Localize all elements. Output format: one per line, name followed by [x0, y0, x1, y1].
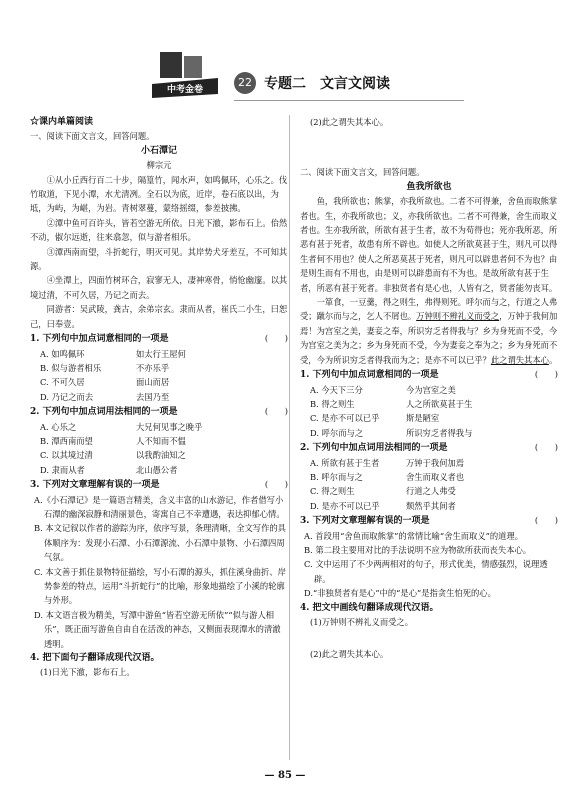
essay-author: 柳宗元 — [146, 160, 172, 171]
underlined-sentence: 此之谓失其本心 — [490, 354, 549, 365]
option-a-compare: 今为宫室之美 — [406, 384, 456, 395]
option — [30, 390, 288, 404]
paragraph: ①从小丘西行百二十步，隔篁竹，闻水声，如鸣佩环，心乐之。伐竹取道，下见小潭，水尤清冽。全石以为底，近岸，卷石底以出，为坻，为屿，为嵁，为岩。青树翠蔓，蒙络摇缀，参差披拂。 — [30, 174, 288, 214]
option-c-compare: 面山而居 — [136, 377, 170, 388]
section-heading: ☆课内单篇阅读 — [30, 117, 94, 127]
option-c-compare: 斯是陋室 — [406, 413, 440, 424]
option — [30, 463, 288, 477]
option-b-compare: 舍生而取义者也 — [406, 471, 465, 482]
answer-blank[interactable]: ( ) — [264, 479, 288, 490]
option — [30, 420, 288, 434]
option-c: C. 是亦不可以已乎 — [310, 413, 380, 424]
option-c-compare: 行道之人弗受 — [406, 486, 456, 497]
page-header — [150, 48, 450, 108]
option-c-compare: 以我酌油知之 — [136, 450, 186, 461]
question-text: 4. 把文中画线句翻译成现代汉语。 — [300, 602, 439, 613]
option — [300, 499, 558, 513]
option-d: D. 乃记之而去 — [40, 391, 94, 402]
option-c: C. 文中运用了不少两两相对的句子，形式优美，情感强烈，说理透辟。 — [304, 559, 548, 584]
option-d: D. 隶而从者 — [40, 464, 85, 475]
option-a-compare: 如太行王屋何 — [136, 348, 186, 359]
logo-icon — [150, 48, 220, 100]
question — [30, 477, 288, 492]
question — [30, 404, 288, 419]
option-d: D. 呼尔而与之 — [310, 427, 364, 438]
option-b-compare: 不亦乐乎 — [136, 362, 170, 373]
answer-blank[interactable]: ( ) — [264, 333, 288, 344]
page-number: — 85 — — [264, 770, 306, 781]
option-a-compare: 大兄何见事之晚乎 — [136, 421, 203, 432]
part-instruction: 一、阅读下面文言文，回答问题。 — [30, 131, 155, 142]
paragraph: 一箪食，一豆羹，得之则生，弗得则死。呼尔而与之，行道之人弗受；蹴尔而与之，乞人不屑也。万钟则不辨礼义而受之，万钟于我何加焉！为宫室之美，妻妾之奉，所识穷乏者得我与？乡为身死而不受，今为宫室之美为之；乡为身死而不受，今为妻妾之奉为之；乡为身死而不受，今为所识穷乏者得我而为之；是亦不可以已乎？此之谓失其本心。 — [300, 297, 558, 365]
option — [300, 426, 558, 440]
translate-item: (1)日光下澈，影布石上。 — [40, 667, 135, 678]
question — [300, 513, 558, 528]
option — [30, 434, 288, 448]
option-c: C. 以其境过清 — [40, 450, 93, 461]
option — [300, 484, 558, 498]
option-b: B. 第二段主要用对比的手法说明不应为物欲所获而丧失本心。 — [304, 544, 532, 555]
question-text: 3. 下列对文章理解有误的一项是 — [300, 516, 430, 527]
essay-title: 小石潭记 — [140, 145, 177, 156]
option — [300, 470, 558, 484]
option — [30, 361, 288, 375]
translate-item: (2)此之谓失其本心。 — [310, 117, 389, 127]
option-b: B. 似与游者相乐 — [40, 362, 102, 373]
option — [300, 397, 558, 411]
question-text: 1. 下列句中加点词意相同的一项是 — [30, 334, 169, 345]
paragraph: 鱼，我所欲也；熊掌，亦我所欲也。二者不可得兼，舍鱼而取熊掌者也。生，亦我所欲也；义，亦我所欲也。二者不可得兼，舍生而取义者也。生亦我所欲，所欲有甚于生者，故不为苟得也；死亦我所恶，所恶有甚于死者，故患有所不辟也。如使人之所欲莫甚于生，则凡可以得生者何不用也？使人之所恶莫甚于死者，则凡可以辟患者何不为也？由是则生而有不用也，由是则可以辟患而有不为也。是故所欲有甚于生者，所恶有甚于死者。非独贤者有是心也，人皆有之，贤者能勿丧耳。 — [300, 196, 558, 293]
option-d-compare: 去国乃至 — [136, 391, 170, 402]
question-text: 2. 下列句中加点词用法相同的一项是 — [300, 443, 448, 454]
paragraph: ③潭西南而望，斗折蛇行，明灭可见。其岸势犬牙差互，不可知其源。 — [30, 246, 288, 272]
option-d: D. 本文语言极为精美，写潭中游鱼“皆若空游无所依”“似与游人相乐”，既正面写游鱼自由自在活泼的神态，又侧面表现潭水的清澈透明。 — [34, 609, 281, 649]
question — [300, 367, 558, 382]
option-a: A. 首段用“舍鱼而取熊掌”的常情比喻“舍生而取义”的道理。 — [304, 530, 524, 541]
question-text: 3. 下列对文章理解有误的一项是 — [30, 480, 160, 491]
answer-blank[interactable]: ( ) — [534, 515, 558, 526]
option-a: A.《小石潭记》是一篇语言精美，含义丰富的山水游记，作者借写小石潭的幽深寂静和清丽景色，寄寓自己不幸遭遇，表达抑郁心情。 — [34, 494, 285, 519]
option-d-compare: 所识穷乏者得我与 — [406, 427, 473, 438]
header-bar — [234, 70, 464, 101]
answer-blank[interactable]: ( ) — [264, 406, 288, 417]
paragraph: ②潭中鱼可百许头，皆若空游无所依。日光下澈，影布石上。佁然不动，俶尔远逝，往来翕忽，似与游者相乐。 — [30, 217, 288, 243]
answer-blank[interactable]: ( ) — [534, 369, 558, 380]
option — [300, 383, 558, 397]
option — [30, 347, 288, 361]
option — [30, 448, 288, 462]
option-b: B. 潭西南而望 — [40, 435, 93, 446]
translate-item: (2)此之谓失其本心。 — [310, 649, 389, 660]
answer-blank[interactable]: ( ) — [534, 442, 558, 453]
essay-title: 鱼我所欲也 — [406, 181, 452, 192]
option-d: D.“非独贤者有是心”中的“是心”是指贪生怕死的心。 — [304, 588, 496, 599]
question-text: 4. 把下面句子翻译成现代汉语。 — [30, 653, 160, 664]
question-text: 1. 下列句中加点词意相同的一项是 — [300, 370, 439, 381]
underlined-sentence: 万钟则不辨礼义而受之 — [416, 311, 500, 322]
translate-item: (1)万钟则不辨礼义而受之。 — [310, 617, 414, 627]
option-a: A. 如鸣佩环 — [40, 348, 85, 359]
option — [300, 456, 558, 470]
question — [30, 331, 288, 346]
option-c: C. 不可久居 — [40, 377, 85, 388]
option-a-compare: 万钟于我何加焉 — [406, 457, 465, 468]
option-a: A. 所欲有甚于生者 — [310, 457, 380, 468]
option-b: B. 本文记叙以作者的游踪为序，依序写景，条理清晰，全文写作的具体顺序为：发现小石潭、小石潭源流、小石潭中景物、小石潭四周气氛。 — [34, 523, 286, 563]
left-column — [30, 115, 288, 680]
column-divider — [289, 115, 290, 760]
right-column — [300, 115, 558, 662]
option — [300, 411, 558, 425]
option-b-compare: 人不知而不愠 — [136, 435, 186, 446]
section-number: 22 — [234, 72, 256, 94]
option-d: D. 是亦不可以已乎 — [310, 500, 380, 511]
paragraph: 同游者：吴武陵，龚古，余弟宗玄。隶而从者，崔氏二小生，曰恕己，曰奉壹。 — [30, 304, 288, 329]
option-b: B. 呼尔而与之 — [310, 471, 363, 482]
option-d-compare: 北山愚公者 — [136, 464, 178, 475]
part-instruction: 二、阅读下面文言文，回答问题。 — [300, 167, 425, 178]
option-d-compare: 颓然乎其间者 — [406, 500, 456, 511]
option-a: A. 今天下三分 — [310, 384, 363, 395]
question-text: 2. 下列句中加点词用法相同的一项是 — [30, 407, 178, 418]
option — [30, 375, 288, 389]
question — [300, 440, 558, 455]
section-title: 专题二 文言文阅读 — [264, 76, 390, 92]
paragraph: ④坐潭上，四面竹树环合，寂寥无人，凄神寒骨，悄怆幽邃。以其境过清，不可久居，乃记之而去。 — [30, 275, 288, 300]
option-c: C. 得之则生 — [310, 486, 355, 497]
option-b-compare: 人之所欲莫甚于生 — [406, 398, 473, 409]
option-b: B. 得之则生 — [310, 398, 355, 409]
svg-text:中考金卷: 中考金卷 — [166, 85, 204, 95]
option-c: C. 本文善于抓住景物特征描绘，写小石潭的源头，抓住溪身曲折、岸势参差的特点，运用“斗折蛇行”的比喻，形象地描绘了小溪的轮廓与外形。 — [34, 566, 286, 606]
option-a: A. 心乐之 — [40, 421, 77, 432]
